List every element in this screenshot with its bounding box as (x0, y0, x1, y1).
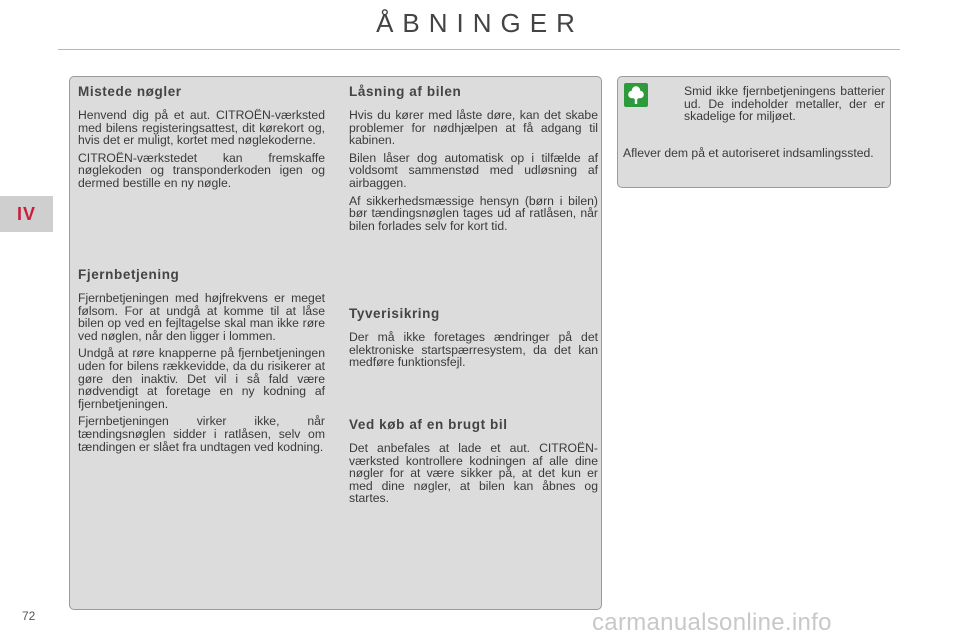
locking-heading: Låsning af bilen (349, 84, 462, 99)
remote-section (78, 267, 325, 453)
lost-keys-paragraph: CITROËN-værkstedet kan fremskaffe nøglekoden og transponderkoden igen og dermed bestille en ny nøgle. (78, 150, 325, 190)
anti-theft-heading: Tyverisikring (349, 306, 440, 321)
lost-keys-heading: Mistede nøgler (78, 84, 182, 99)
watermark: carmanualsonline.info (592, 609, 832, 636)
title-divider (58, 49, 900, 50)
locking-section (349, 84, 598, 232)
remote-paragraph: Undgå at røre knapperne på fjernbetjeningen uden for bilens rækkevidde, da du risikerer at gøre den inaktiv. Det vil i så fald være nødvendigt at foretage en ny kodning af fjernbetjeningen. (78, 346, 325, 411)
main-content-panel (69, 76, 602, 610)
locking-paragraph: Hvis du kører med låste døre, kan det skabe problemer for nødhjælpen at få adgang til kabinen. (349, 108, 598, 148)
environment-note-box (617, 76, 891, 188)
lost-keys-paragraph: Henvend dig på et aut. CITROËN-værksted med bilens registeringsattest, dit kørekort og, hvis det er muligt, kortet med nøglekoderne. (78, 108, 325, 148)
environment-note-text: Aflever dem på et autoriseret indsamlingssted. (623, 146, 874, 160)
chapter-tab[interactable] (0, 196, 53, 232)
used-car-paragraph: Det anbefales at lade et aut. CITROËN-værksted kontrollere kodningen af alle dine nøgler for at være sikker på, at det kun er med dine nøgler, at bilen kan åbnes og startes. (349, 441, 598, 506)
remote-paragraph: Fjernbetjeningen virker ikke, når tændingsnøglen sidder i ratlåsen, selv om tændingen er slået fra undtagen ved kodning. (78, 414, 325, 454)
used-car-section (349, 417, 598, 505)
used-car-heading: Ved køb af en brugt bil (349, 417, 508, 432)
locking-paragraph: Bilen låser dog automatisk op i tilfælde af voldsomt sammenstød med udløsning af airbaggen. (349, 150, 598, 190)
environment-note-text: Smid ikke fjernbetjeningens batterier ud. De indeholder metaller, der er skadelige for miljøet. (684, 84, 885, 124)
remote-paragraph: Fjernbetjeningen med højfrekvens er meget følsom. For at undgå at komme til at låse bilen op ved en fejltagelse skal man ikke røre ved nøglen, når den ligger i lommen. (78, 291, 325, 343)
lost-keys-section (78, 84, 325, 190)
page-number: 72 (22, 609, 36, 623)
remote-heading: Fjernbetjening (78, 267, 180, 282)
page-title: ÅBNINGER (376, 8, 584, 38)
anti-theft-paragraph: Der må ikke foretages ændringer på det elektroniske startspærresystem, da det kan medføre funktionsfejl. (349, 330, 598, 370)
chapter-tab-label: IV (16, 203, 36, 224)
locking-paragraph: Af sikkerhedsmæssige hensyn (børn i bilen) bør tændingsnøglen tages ud af ratlåsen, når bilen forlades selv for kort tid. (349, 193, 598, 233)
anti-theft-section (349, 306, 598, 369)
tree-icon (624, 83, 648, 107)
